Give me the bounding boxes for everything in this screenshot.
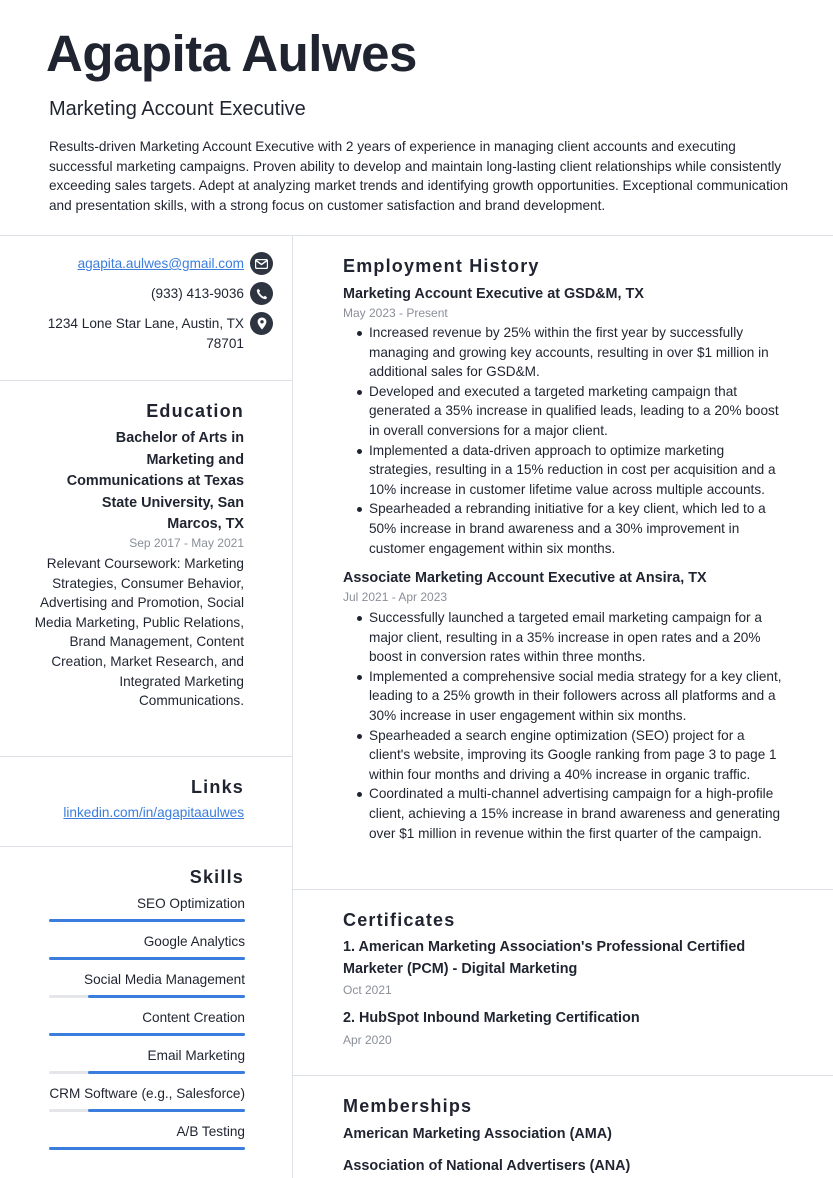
skill-item (49, 1046, 245, 1074)
skill-item (49, 894, 245, 922)
list-item: Developed and executed a targeted marketing campaign that generated a 35% increase in qualified leads, leading to a 20% boost in overall conversions for a major client. (343, 382, 787, 441)
membership-item: Association of National Advertisers (ANA) (343, 1158, 631, 1174)
skill-level-fill (49, 1033, 245, 1036)
envelope-icon (250, 252, 273, 275)
skill-level-bar (49, 1071, 245, 1074)
skill-name: SEO Optimization (136, 896, 245, 911)
skill-level-fill (88, 1071, 245, 1074)
job-bullets (343, 323, 787, 558)
contact-section (0, 236, 293, 381)
main-column (293, 236, 833, 1178)
membership-item: American Marketing Association (AMA) (343, 1126, 612, 1142)
candidate-name: Agapita Aulwes (46, 25, 417, 82)
memberships-heading: Memberships (343, 1096, 473, 1116)
skill-level-bar (49, 995, 245, 998)
memberships-section (293, 1076, 833, 1178)
certificates-heading: Certificates (343, 910, 456, 930)
skill-level-fill (49, 957, 245, 960)
candidate-title: Marketing Account Executive (49, 98, 306, 120)
profile-summary: Results-driven Marketing Account Executive with 2 years of experience in managing client accounts and executing successful marketing campaigns. Proven ability to develop and maintain long-lasting client relationships while consistently exceeding sales targets. Adept at analyzing market trends and identifying growth opportunities. Exceptional communication and presentation skills, with a strong focus on customer satisfaction and brand development. (49, 139, 789, 213)
contact-email-row (78, 254, 273, 275)
skill-level-fill (49, 1147, 245, 1150)
skill-level-bar (49, 957, 245, 960)
skill-name: Email Marketing (147, 1048, 245, 1063)
skill-name: A/B Testing (176, 1124, 245, 1139)
address-line-1: 1234 Lone Star Lane, Austin, TX (47, 316, 244, 331)
employment-heading: Employment History (343, 256, 540, 276)
skill-level-bar (49, 1033, 245, 1036)
list-item: Successfully launched a targeted email marketing campaign for a major client, resulting in a 35% increase in open rates and a 20% boost in conversion rates within three months. (343, 608, 787, 667)
job-heading: Marketing Account Executive at GSD&M, TX (343, 286, 644, 302)
skill-level-bar (49, 1109, 245, 1112)
skill-level-fill (88, 1109, 245, 1112)
contact-phone-row (151, 284, 273, 305)
links-section (0, 757, 293, 847)
job-date: May 2023 - Present (343, 306, 448, 320)
location-pin-icon (250, 312, 273, 335)
skill-item (49, 1084, 245, 1112)
sidebar (0, 236, 293, 1178)
skill-name: CRM Software (e.g., Salesforce) (49, 1086, 245, 1101)
links-heading: Links (190, 777, 244, 797)
list-item: Implemented a comprehensive social media strategy for a key client, leading to a 25% growth in their followers across all platforms and a 30% increase in user engagement within six months. (343, 667, 787, 726)
list-item: Spearheaded a rebranding initiative for a key client, which led to a 50% increase in brand awareness and a 30% improvement in customer engagement within six months. (343, 499, 787, 558)
skill-level-bar (49, 919, 245, 922)
education-coursework: Relevant Coursework: Marketing Strategies, Consumer Behavior, Advertising and Promotion, Social Media Marketing, Public Relations, Brand Management, Content Creation, Market Research, and Integrated Marketing Communications. (34, 556, 244, 709)
education-section (0, 381, 293, 757)
address-line-2: 78701 (206, 335, 244, 351)
email-link[interactable]: agapita.aulwes@gmail.com (77, 256, 244, 271)
education-heading: Education (146, 401, 244, 421)
skill-item (49, 1008, 245, 1036)
skill-item (49, 970, 245, 998)
skill-item (49, 932, 245, 960)
education-degree: Bachelor of Arts in Marketing and Communications at Texas State University, San Marcos, TX (66, 430, 244, 533)
skills-section (0, 847, 293, 1178)
employment-section (293, 236, 833, 890)
list-item: Spearheaded a search engine optimization (SEO) project for a client's website, improving its Google ranking from page 3 to page 1 within four months and driving a 40% increase in organic traffic. (343, 726, 787, 785)
address (48, 314, 244, 353)
certificate-date: Apr 2020 (343, 1033, 392, 1047)
skill-name: Social Media Management (84, 972, 245, 987)
skill-level-fill (88, 995, 245, 998)
skill-name: Content Creation (142, 1010, 245, 1025)
education-date: Sep 2017 - May 2021 (129, 536, 244, 550)
certificate-name: 2. HubSpot Inbound Marketing Certification (343, 1010, 640, 1026)
certificate-date: Oct 2021 (343, 983, 392, 997)
skills-heading: Skills (189, 867, 244, 887)
job-date: Jul 2021 - Apr 2023 (343, 590, 448, 604)
job-bullets (343, 608, 787, 843)
list-item: Implemented a data-driven approach to optimize marketing strategies, resulting in a 15% reduction in cost per acquisition and a 10% increase in customer lifetime value across multiple accounts. (343, 441, 787, 500)
phone-number: (933) 413-9036 (151, 286, 244, 301)
contact-address-row (48, 314, 273, 353)
list-item: Increased revenue by 25% within the first year by successfully managing and growing key accounts, resulting in over $1 million in additional sales for GSD&M. (343, 323, 787, 382)
skill-item (49, 1122, 245, 1150)
job-heading: Associate Marketing Account Executive at Ansira, TX (343, 570, 707, 586)
skill-name: Google Analytics (143, 934, 245, 949)
phone-icon (250, 282, 273, 305)
skill-level-bar (49, 1147, 245, 1150)
certificate-name: 1. American Marketing Association's Professional Certified Marketer (PCM) - Digital Marketing (343, 939, 746, 977)
list-item: Coordinated a multi-channel advertising campaign for a high-profile client, achieving a 15% increase in brand awareness and generating over $1 million in revenue within the first quarter of the campaign. (343, 784, 787, 843)
skill-level-fill (49, 919, 245, 922)
linkedin-link[interactable]: linkedin.com/in/agapitaaulwes (63, 805, 244, 820)
certificates-section (293, 890, 833, 1076)
resume-header (0, 0, 833, 236)
